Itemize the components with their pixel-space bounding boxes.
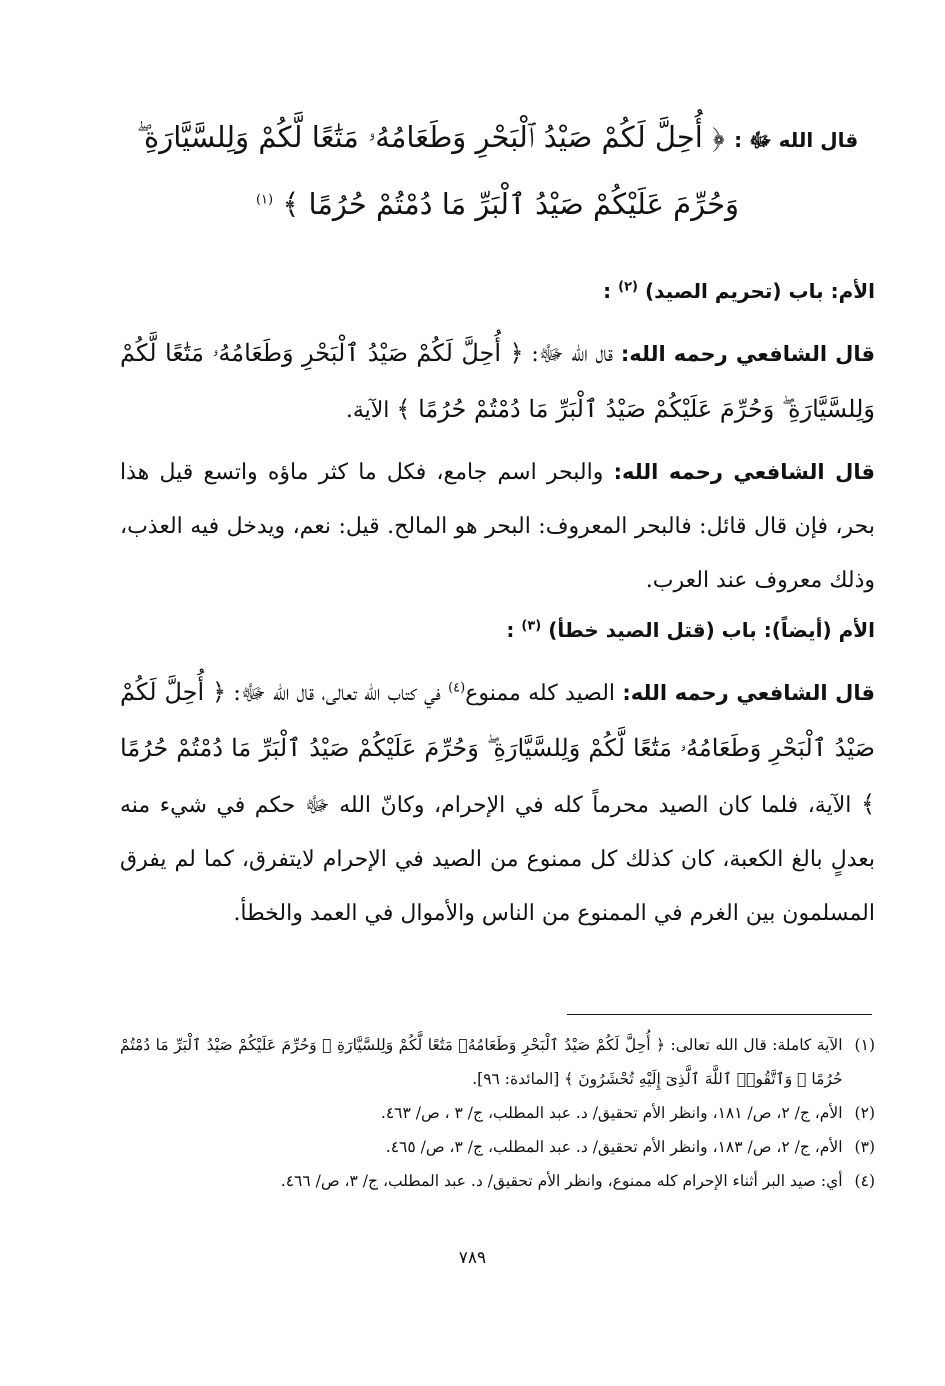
footnotes (120, 1028, 875, 1198)
paragraph-text: الصيد كله ممنوع (465, 681, 616, 706)
footnote-ref-4: (٤) (448, 680, 466, 696)
footnote-ref-1: (١) (255, 192, 274, 208)
paragraph-3 (120, 665, 875, 941)
footnote-text: الأم، ج/ ٢، ص/ ١٨٣، وانظر الأم تحقيق/ د. عبد المطلب، ج/ ٣، ص/ ٤٦٥. (385, 1138, 843, 1156)
speaker-label: قال الله ﷻ : (734, 128, 859, 152)
footnote-text: أي: صيد البر أثناء الإحرام كله ممنوع، وانظر الأم تحقيق/ د. عبد المطلب، ج/ ٣، ص/ ٤٦٦. (280, 1172, 843, 1190)
footnote-separator (567, 1014, 872, 1015)
footnote-text: الأم، ج/ ٢، ص/ ١٨١، وانظر الأم تحقيق/ د. عبد المطلب، ج/ ٣ ، ص/ ٤٦٣. (380, 1104, 843, 1122)
verse-line-1 (120, 105, 875, 172)
section-heading-1-text: الأم: باب (تحريم الصيد) (644, 279, 875, 303)
verse-text-1: ﴿ أُحِلَّ لَكُمْ صَيْدُ ٱلْبَحْرِ وَطَعَامُهُۥ مَتَٰعًا لَّكُمْ وَلِلسَّيَّارَةِ ۖ (136, 120, 725, 154)
footnote-item (120, 1028, 875, 1096)
footnote-number: (١) (854, 1036, 875, 1054)
footnote-text: الآية كاملة: قال الله تعالى: ﴿ أُحِلَّ لَكُمْ صَيْدُ ٱلْبَحْرِ وَطَعَامُهُۥ مَتَٰعًا لَّكُمْ وَلِلسَّيَّارَةِ ۖ وَحُرِّمَ عَلَيْكُمْ صَيْدُ ٱلْبَرِّ مَا دُمْتُمْ حُرُمًا ۗ وَٱتَّقُوا۟ ٱللَّهَ ٱلَّذِىٓ إِلَيْهِ تُحْشَرُونَ ﴾ [المائدة: ٩٦]. (120, 1036, 843, 1088)
footnote-item (120, 1096, 875, 1130)
heading-colon: : (603, 279, 612, 303)
footnote-ref-2: (٢) (618, 279, 638, 295)
footnote-number: (٤) (854, 1172, 875, 1190)
section-heading-1 (603, 279, 875, 303)
footnote-number: (٢) (854, 1104, 875, 1122)
page-number: ٧٨٩ (458, 1248, 487, 1268)
paragraph-2 (120, 445, 875, 608)
quran-quote: ﴿ أُحِلَّ لَكُمْ صَيْدُ ٱلْبَحْرِ وَطَعَامُهُۥ مَتَٰعًا لَّكُمْ وَلِلسَّيَّارَةِ ۖ وَحُرِّمَ عَلَيْكُمْ صَيْدُ ٱلْبَرِّ مَا دُمْتُمْ حُرُمًا ﴾ (120, 678, 875, 818)
paragraph-label: قال الشافعي رحمه الله: (622, 681, 876, 705)
verse-text-2: وَحُرِّمَ عَلَيْكُمْ صَيْدُ ٱلْبَرِّ مَا دُمْتُمْ حُرُمًا ﴾ (282, 187, 740, 221)
heading-colon: : (506, 618, 515, 642)
paragraph-text-end: الآية. (345, 398, 390, 423)
paragraph-text: قال الله ﷻ: (531, 342, 614, 367)
section-heading-2 (506, 618, 875, 642)
section-heading-2-text: الأم (أيضاً): باب (قتل الصيد خطأ) (548, 618, 875, 642)
footnote-item (120, 1130, 875, 1164)
footnote-ref-3: (٣) (521, 618, 542, 634)
verse-line-2 (120, 172, 875, 236)
paragraph-label: قال الشافعي رحمه الله: (620, 342, 875, 366)
footnote-item (120, 1164, 875, 1198)
paragraph-text: الآية، فلما كان الصيد محرماً كله في الإحرام، وكانّ الله ﷻ حكم في شيء منه بعدلٍ بالغ الكعبة، كان كذلك كل ممنوع من الصيد في الإحرام لايتفرق، كما لم يفرق المسلمون بين الغرم في الممنوع من الناس والأموال في العمد والخطأ. (120, 793, 875, 926)
paragraph-label: قال الشافعي رحمه الله: (613, 460, 876, 484)
paragraph-text: والبحر اسم جامع، فكل ما كثر ماؤه واتسع قيل هذا بحر، فإن قال قائل: فالبحر المعروف: البحر هو المالح. قيل: نعم، ويدخل فيه العذب، وذلك معروف عند العرب. (120, 460, 875, 593)
paragraph-1 (120, 326, 875, 438)
opening-verse (120, 105, 875, 236)
footnote-number: (٣) (854, 1138, 875, 1156)
quran-quote: ﴿ أُحِلَّ لَكُمْ صَيْدُ ٱلْبَحْرِ وَطَعَامُهُۥ مَتَٰعًا لَّكُمْ وَلِلسَّيَّارَةِ ۖ وَحُرِّمَ عَلَيْكُمْ صَيْدُ ٱلْبَرِّ مَا دُمْتُمْ حُرُمًا ﴾ (120, 339, 875, 423)
paragraph-text: في كتاب الله تعالى، قال الله ﷻ: (233, 681, 441, 706)
